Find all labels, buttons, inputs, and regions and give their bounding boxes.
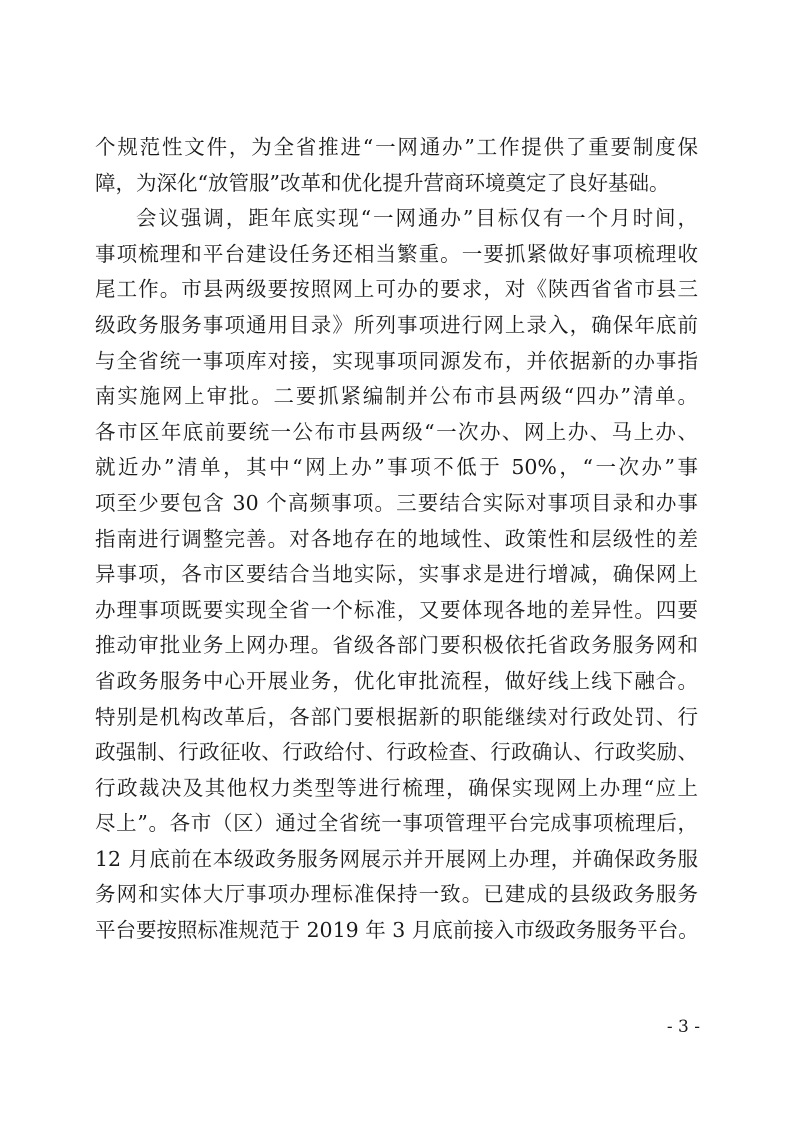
text-line: 障，为深化“放管服”改革和优化提升营商环境奠定了良好基础。 — [95, 170, 670, 195]
text-line: 会议强调，距年底实现“一网通办”目标仅有一个月时间， — [136, 206, 698, 231]
text-line: 个规范性文件，为全省推进“一网通办”工作提供了重要制度保 — [95, 135, 698, 159]
text-line: 平台要按照标准规范于 2019 年 3 月底前接入市级政务服务平台。 — [95, 918, 699, 943]
text-line: 级政务服务事项通用目录》所列事项进行网上录入，确保年底前 — [95, 312, 698, 337]
text-line: 异事项，各市区要结合当地实际，实事求是进行增减，确保网上 — [95, 562, 698, 587]
text-line: 省政务服务中心开展业务，优化审批流程，做好线上线下融合。 — [95, 668, 698, 693]
text-line: 项至少要包含 30 个高频事项。三要结合实际对事项目录和办事 — [95, 490, 698, 515]
text-line: 与全省统一事项库对接，实现事项同源发布，并依据新的办事指 — [95, 348, 698, 373]
text-line: 行政裁决及其他权力类型等进行梳理，确保实现网上办理“应上 — [95, 775, 698, 800]
text-line: 事项梳理和平台建设任务还相当繁重。一要抓紧做好事项梳理收 — [95, 241, 698, 266]
text-line: 尾工作。市县两级要按照网上可办的要求，对《陕西省省市县三 — [95, 277, 698, 302]
text-line: 政强制、行政征收、行政给付、行政检查、行政确认、行政奖励、 — [95, 740, 698, 765]
text-line: 务网和实体大厅事项办理标准保持一致。已建成的县级政务服务 — [95, 882, 698, 907]
text-line: 各市区年底前要统一公布市县两级“一次办、网上办、马上办、 — [95, 419, 698, 444]
text-line: 推动审批业务上网办理。省级各部门要积极依托省政务服务网和 — [95, 633, 698, 658]
page-number: - 3 - — [666, 1017, 700, 1037]
text-line: 就近办”清单，其中“网上办”事项不低于 50%，“一次办”事 — [95, 455, 698, 480]
text-line: 南实施网上审批。二要抓紧编制并公布市县两级“四办”清单。 — [95, 384, 698, 409]
text-line: 特别是机构改革后，各部门要根据新的职能继续对行政处罚、行 — [95, 704, 698, 729]
text-line: 12 月底前在本级政务服务网展示并开展网上办理，并确保政务服 — [95, 846, 698, 871]
body-text — [95, 130, 698, 949]
text-line: 指南进行调整完善。对各地存在的地域性、政策性和层级性的差 — [95, 526, 698, 551]
text-line: 尽上”。各市（区）通过全省统一事项管理平台完成事项梳理后， — [95, 811, 698, 836]
text-line: 办理事项既要实现全省一个标准，又要体现各地的差异性。四要 — [95, 597, 698, 622]
